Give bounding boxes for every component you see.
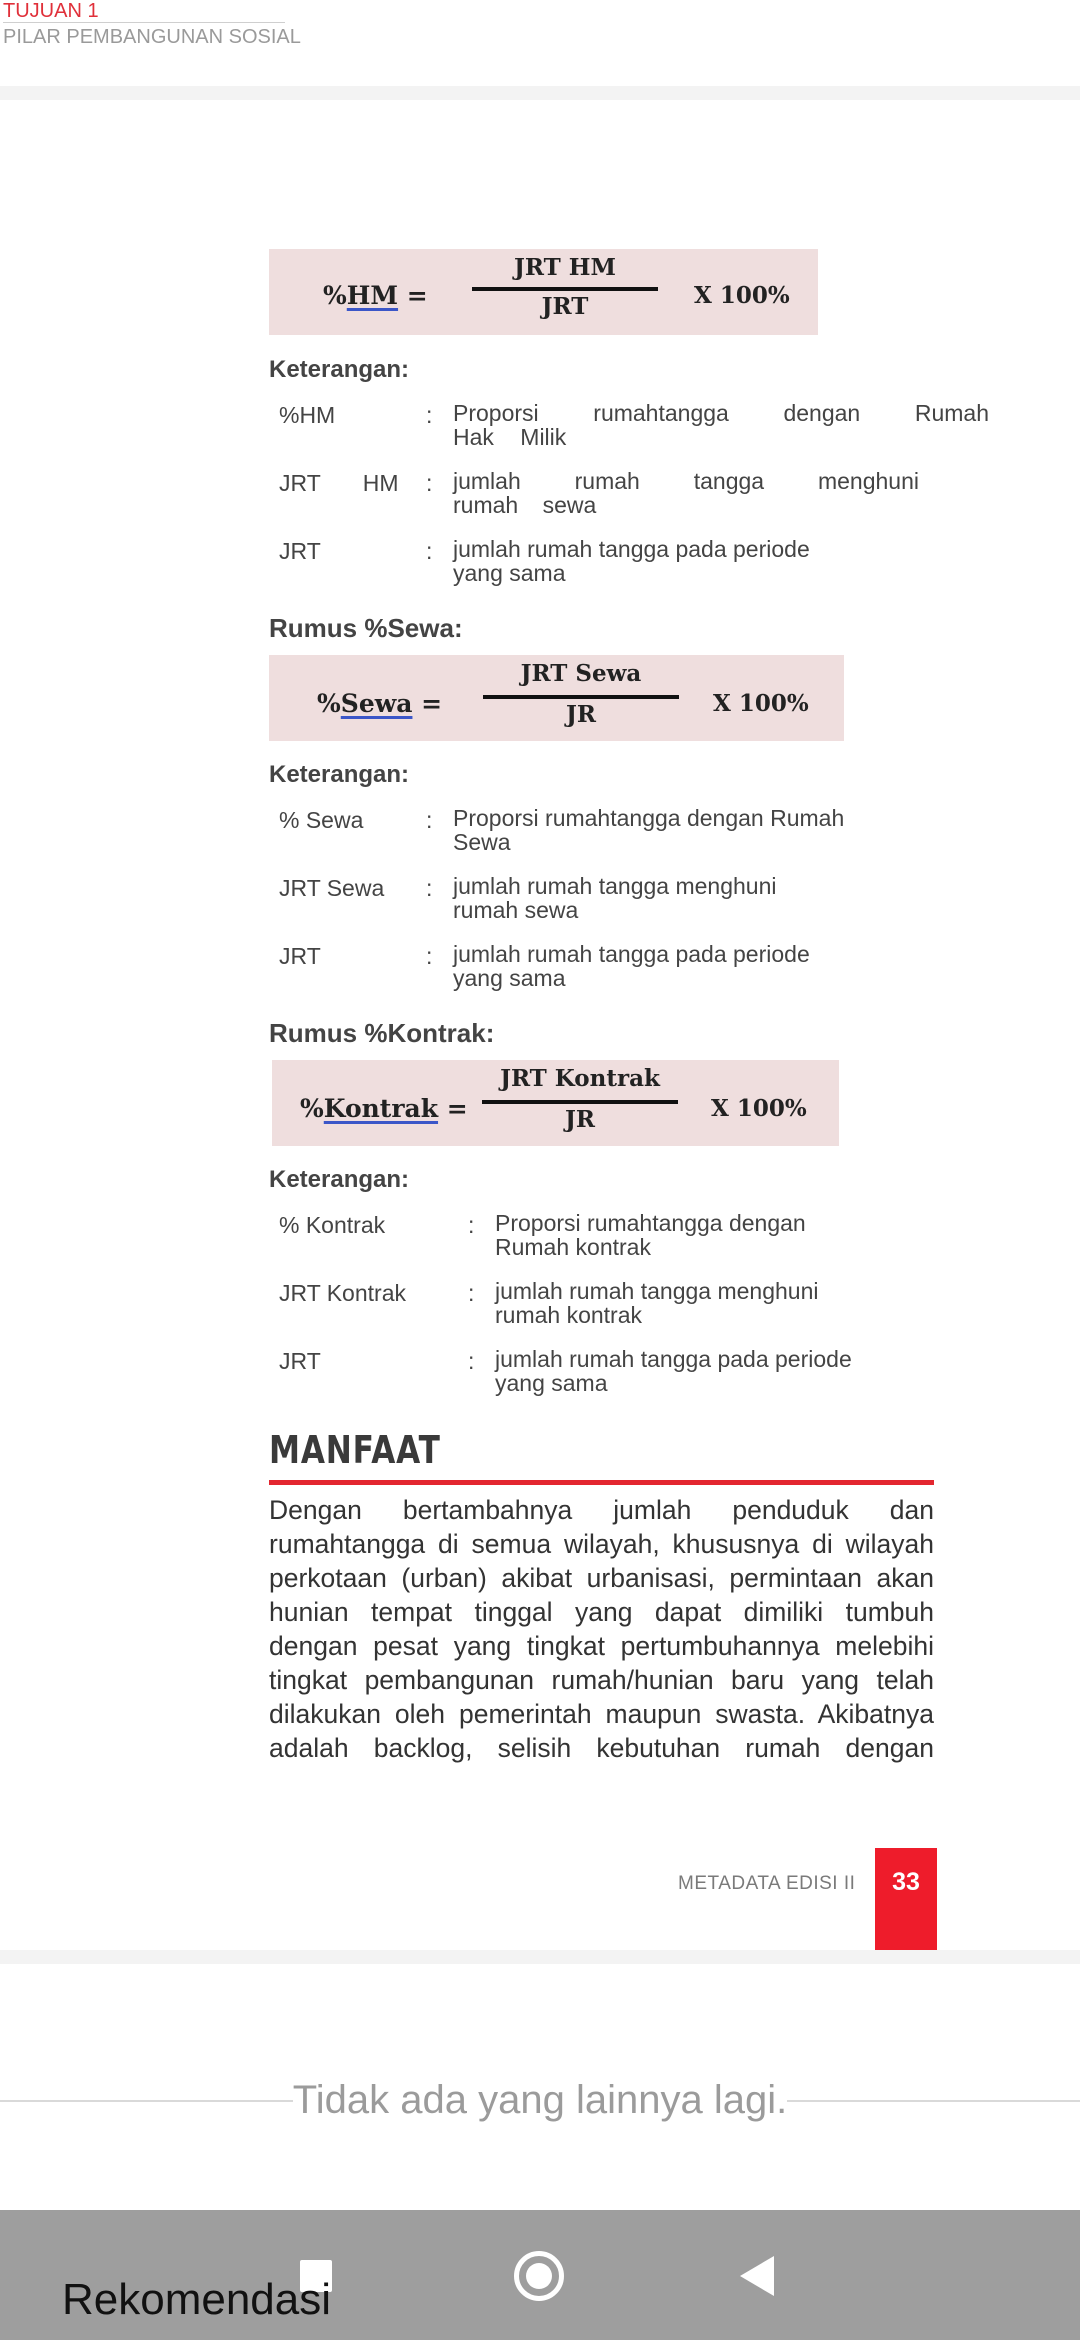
formula-hm-numerator: JRT HM [514, 254, 616, 281]
def-term: JRT [279, 943, 321, 969]
page-number-badge: 33 [875, 1848, 937, 1950]
def-colon: : [426, 538, 433, 564]
def-desc: jumlah rumah tangga menghuni [453, 873, 777, 899]
formula-sewa-lhs: %Sewa = [317, 689, 443, 718]
document-page[interactable] [0, 100, 1080, 1950]
page-gap [0, 1950, 1080, 1964]
def-colon: : [468, 1348, 475, 1374]
page-gap [0, 86, 1080, 100]
def-desc: jumlah rumah tangga pada periode [453, 941, 810, 967]
manfaat-heading: MANFAAT [269, 1428, 441, 1472]
def-term: %HM [279, 402, 336, 428]
def-desc: jumlah rumah tangga menghuni [495, 1278, 819, 1304]
def-colon: : [426, 402, 433, 428]
formula-kontrak-denominator: JR [565, 1106, 595, 1133]
header-divider [3, 22, 285, 23]
def-desc: Proporsi rumahtangga dengan Rumah [453, 400, 989, 426]
def-colon: : [426, 943, 433, 969]
def-term: JRT [279, 1348, 321, 1374]
def-desc: jumlah rumah tangga pada periode [453, 536, 810, 562]
end-of-list-message: Tidak ada yang lainnya lagi. [292, 2078, 788, 2122]
def-term: JRT HM [279, 470, 399, 496]
formula-hm-lhs: %HM = [323, 281, 428, 310]
def-desc-cont: Sewa [453, 829, 511, 855]
manfaat-paragraph: Dengan bertambahnya jumlah penduduk dan rumahtangga di semua wilayah, khususnya di wilayah perkotaan (urban) akibat urbanisasi, permintaan akan hunian tempat tinggal yang dapat dimiliki tumbuh dengan pesat yang tingkat pertumbuhannya melebihi tingkat pembangunan rumah/hunian baru yang telah dilakukan oleh pemerintah maupun swasta. Akibatnya adalah backlog, selisih kebutuhan rumah dengan [269, 1495, 934, 1763]
def-desc: Proporsi rumahtangga dengan [495, 1210, 806, 1236]
formula-sewa-multiplier: X 100% [713, 690, 809, 717]
def-term: JRT Sewa [279, 875, 385, 901]
def-term: JRT [279, 538, 321, 564]
def-desc: Proporsi rumahtangga dengan Rumah [453, 805, 845, 831]
formula-kontrak-fraction-bar [482, 1100, 678, 1104]
def-desc-cont: rumah kontrak [495, 1302, 643, 1328]
def-colon: : [468, 1280, 475, 1306]
chapter-label: TUJUAN 1 [3, 0, 99, 22]
def-desc-cont: yang sama [453, 560, 566, 586]
document-header [0, 0, 1080, 92]
def-colon: : [426, 875, 433, 901]
def-desc-cont: rumah sewa [453, 492, 597, 518]
def-colon: : [426, 807, 433, 833]
def-desc-cont: rumah sewa [453, 897, 579, 923]
rumus-sewa-heading: Rumus %Sewa: [269, 613, 463, 643]
back-icon[interactable] [740, 2256, 774, 2296]
keterangan-sewa-label: Keterangan: [269, 761, 410, 788]
def-desc-cont: Hak Milik [453, 424, 567, 450]
def-colon: : [426, 470, 433, 496]
formula-kontrak-lhs: %Kontrak = [300, 1094, 468, 1123]
formula-kontrak-multiplier: X 100% [711, 1095, 807, 1122]
formula-hm-fraction-bar [472, 287, 658, 291]
formula-hm-multiplier: X 100% [694, 282, 790, 309]
def-desc: jumlah rumah tangga pada periode [495, 1346, 852, 1372]
def-desc-cont: Rumah kontrak [495, 1234, 651, 1260]
home-icon[interactable] [514, 2251, 564, 2301]
formula-sewa [269, 655, 844, 741]
formula-sewa-fraction-bar [483, 695, 679, 699]
def-colon: : [468, 1212, 475, 1238]
def-desc-cont: yang sama [453, 965, 566, 991]
formula-hm [269, 249, 818, 335]
footer-edition: METADATA EDISI II [678, 1873, 856, 1894]
system-nav-bar [0, 2210, 1080, 2340]
def-desc: jumlah rumah tangga menghuni [453, 468, 919, 494]
section-label: PILAR PEMBANGUNAN SOSIAL [3, 26, 301, 48]
def-term: % Kontrak [279, 1212, 386, 1238]
manfaat-underline [269, 1480, 934, 1485]
rumus-kontrak-heading: Rumus %Kontrak: [269, 1018, 495, 1048]
formula-sewa-denominator: JR [566, 701, 596, 728]
def-term: % Sewa [279, 807, 364, 833]
recommendation-tab[interactable]: Rekomendasi [62, 2275, 332, 2324]
formula-kontrak [272, 1060, 839, 1146]
formula-hm-denominator: JRT [541, 293, 589, 320]
keterangan-kontrak-label: Keterangan: [269, 1166, 410, 1193]
def-term: JRT Kontrak [279, 1280, 406, 1306]
def-desc-cont: yang sama [495, 1370, 608, 1396]
keterangan-hm-label: Keterangan: [269, 356, 410, 383]
formula-kontrak-numerator: JRT Kontrak [500, 1065, 660, 1092]
formula-sewa-numerator: JRT Sewa [520, 660, 642, 687]
